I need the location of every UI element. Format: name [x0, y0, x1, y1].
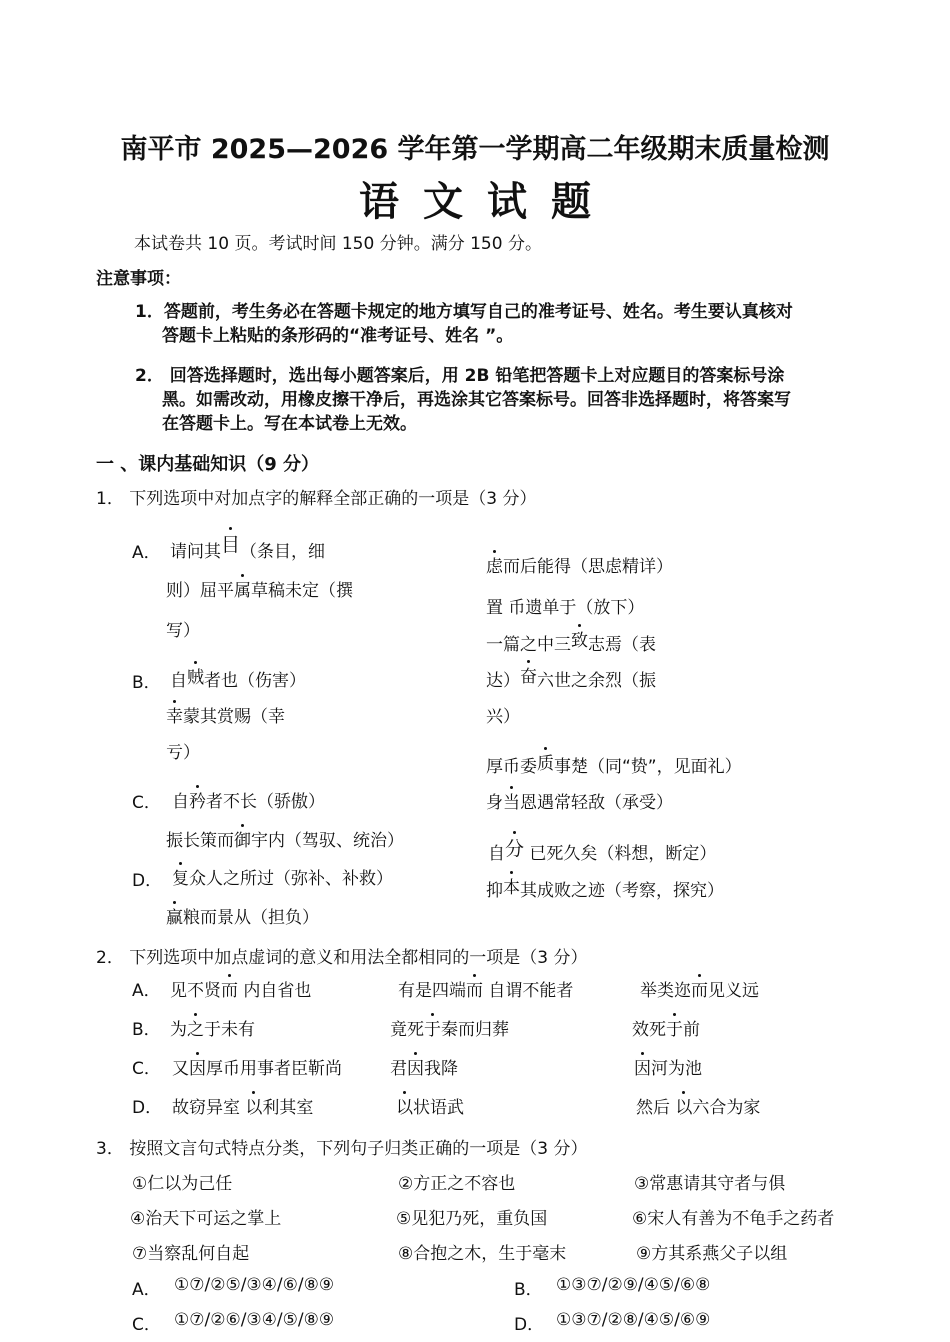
q2-a-item-2: 有是四端而 自谓不能者 [398, 981, 574, 1001]
exam-subtitle: 语文试题 [359, 178, 615, 225]
q1-b-line-2: 幸蒙其赏赐（幸 [166, 707, 285, 727]
q1-c-line-2: 振长策而御宇内（驾驭、统治） [166, 831, 404, 851]
q1-b-line-3: 亏） [166, 743, 200, 763]
q2-stem: 2． 下列选项中加点虚词的意义和用法全都相同的一项是（3 分） [96, 948, 588, 968]
exam-intro: 本试卷共 10 页。考试时间 150 分钟。满分 150 分。 [134, 234, 542, 254]
q3-sentence-5: ⑤见犯乃死，重负国 [396, 1209, 548, 1229]
q1-b-right-2: 身当恩遇常轻敌（承受） [486, 793, 673, 813]
q3-sentence-9: ⑨方其系燕父子以组 [636, 1244, 788, 1264]
q2-c-item-1: 又因厚币用事者臣靳尚 [172, 1059, 342, 1079]
q2-b-item-2: 竟死于秦而归葬 [390, 1020, 509, 1040]
q3-option-d-label: D． [514, 1315, 545, 1335]
q2-d-item-2: 以状语武 [396, 1098, 464, 1118]
q1-c-right-1: 自分 已死久矣（料想，断定） [488, 838, 717, 864]
q3-sentence-3: ③常惠请其守者与俱 [634, 1174, 786, 1194]
q2-b-item-1: 为之于未有 [170, 1020, 255, 1040]
notice-item-1-line-2: 答题卡上粘贴的条形码的“准考证号、姓名 ”。 [162, 326, 514, 346]
q3-sentence-1: ①仁以为己任 [132, 1174, 233, 1194]
q3-stem: 3． 按照文言句式特点分类，下列句子归类正确的一项是（3 分） [96, 1139, 588, 1159]
q1-a-line-3: 写） [166, 621, 200, 641]
q1-b-right-1: 厚币委质事楚（同“贽”，见面礼） [486, 754, 742, 777]
q1-option-a-label: A． [132, 543, 161, 563]
q2-d-item-1: 故窃异室 以利其室 [172, 1098, 314, 1118]
q2-b-item-3: 效死于前 [632, 1020, 700, 1040]
notice-item-2-line-3: 在答题卡上。写在本试卷上无效。 [162, 414, 417, 434]
q3-sentence-7: ⑦当察乱何自起 [132, 1244, 250, 1264]
q3-sentence-4: ④治天下可运之掌上 [130, 1209, 282, 1229]
q1-c-right-2: 抑本其成败之迹（考察，探究） [486, 878, 724, 901]
q2-option-d-label: D． [132, 1098, 163, 1118]
exam-title: 南平市 2025—2026 学年第一学期高二年级期末质量检测 [120, 134, 830, 165]
q1-a-right-1: 虑而后能得（思虑精详） [486, 557, 673, 577]
q2-c-item-2: 君因我降 [390, 1059, 458, 1079]
q2-d-item-3: 然后 以六合为家 [636, 1098, 761, 1118]
q1-a-right-3: 一篇之中三致志焉（表 [486, 631, 656, 655]
q1-b-line-1: 自贼者也（伤害） [170, 668, 306, 691]
q3-sentence-6: ⑥宋人有善为不龟手之药者 [632, 1209, 835, 1229]
q1-option-b-label: B． [132, 673, 161, 693]
q3-option-d: ①③⑦/②⑧/④⑤/⑥⑨ [556, 1310, 711, 1330]
q3-option-c: ①⑦/②⑥/③④/⑤/⑧⑨ [174, 1310, 335, 1330]
section-heading: 一 、课内基础知识（9 分） [96, 454, 320, 475]
q2-option-c-label: C． [132, 1059, 161, 1079]
q2-option-a-label: A． [132, 981, 161, 1001]
q1-stem: 1． 下列选项中对加点字的解释全部正确的一项是（3 分） [96, 489, 537, 509]
q1-d-line-1: 复众人之所过（弥补、补救） [172, 869, 393, 889]
q3-option-b-label: B． [514, 1280, 543, 1300]
q3-option-c-label: C． [132, 1315, 161, 1335]
q2-option-b-label: B． [132, 1020, 161, 1040]
notice-item-2-line-1: 2． 回答选择题时，选出每小题答案后，用 2B 铅笔把答题卡上对应题目的答案标号涂 [135, 366, 785, 386]
q1-c-line-1: 自矜者不长（骄傲） [172, 792, 325, 812]
q1-a-right-5: 兴） [486, 707, 520, 727]
notice-heading: 注意事项： [96, 269, 181, 289]
q1-option-d-label: D． [132, 871, 163, 891]
q1-a-line-2: 则）屈平属草稿未定（撰 [166, 581, 353, 601]
q2-a-item-1: 见不贤而 内自省也 [170, 981, 312, 1001]
q1-a-right-2: 置 币遗单于（放下） [486, 598, 645, 618]
q3-sentence-8: ⑧合抱之木，生于毫末 [398, 1244, 567, 1264]
q3-option-a: ①⑦/②⑤/③④/⑥/⑧⑨ [174, 1275, 335, 1295]
q3-option-a-label: A． [132, 1280, 161, 1300]
notice-item-2-line-2: 黑。如需改动，用橡皮擦干净后，再选涂其它答案标号。回答非选择题时，将答案写 [162, 390, 791, 410]
q1-d-line-2: 赢粮而景从（担负） [166, 908, 319, 928]
notice-item-1-line-1: 1．答题前，考生务必在答题卡规定的地方填写自己的准考证号、姓名。考生要认真核对 [135, 302, 793, 322]
q1-option-c-label: C． [132, 793, 161, 813]
q1-a-right-4: 达）奋六世之余烈（振 [486, 667, 656, 691]
q1-a-line-1: 请问其目（条目，细 [170, 534, 326, 562]
q2-c-item-3: 因河为池 [634, 1059, 702, 1079]
q3-sentence-2: ②方正之不容也 [398, 1174, 516, 1194]
q3-option-b: ①③⑦/②⑨/④⑤/⑥⑧ [556, 1275, 711, 1295]
q2-a-item-3: 举类迩而见义远 [640, 981, 759, 1001]
